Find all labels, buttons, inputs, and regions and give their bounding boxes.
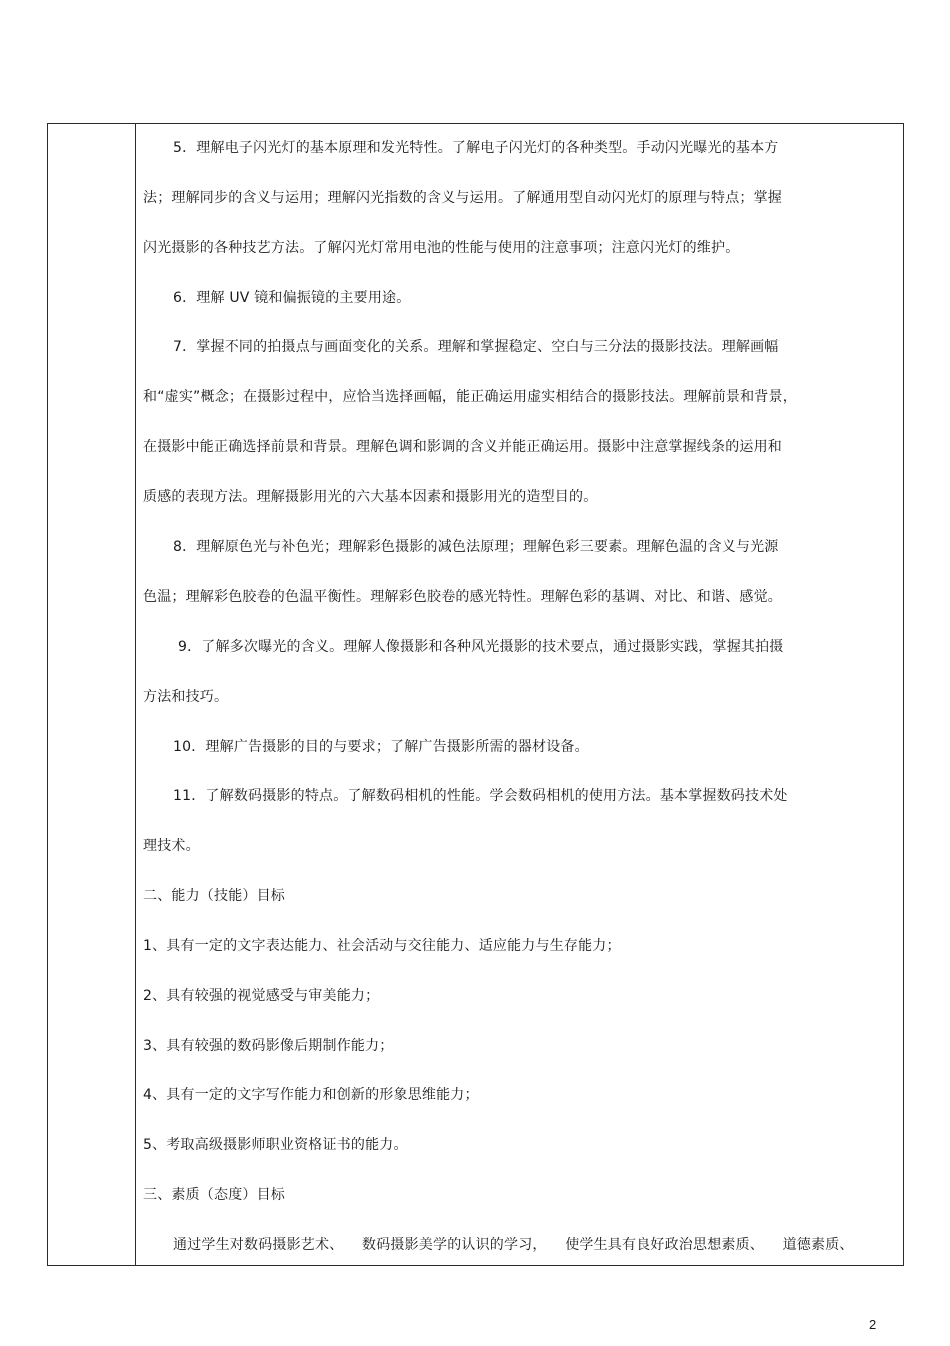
list-item: 3、具有较强的数码影像后期制作能力； [143,1038,394,1054]
paragraph-line: 8．理解原色光与补色光；理解彩色摄影的减色法原理；理解色彩三要素。理解色温的含义与光源 [173,539,779,555]
list-item: 4、具有一定的文字写作能力和创新的形象思维能力； [143,1087,479,1103]
paragraph-line: 质感的表现方法。理解摄影用光的六大基本因素和摄影用光的造型目的。 [143,489,598,505]
paragraph-line: 理技术。 [143,838,200,854]
paragraph-line: 通过学生对数码摄影艺术、 数码摄影美学的认识的学习， 使学生具有良好政治思想素质、 道德素质、 [173,1237,854,1253]
paragraph-line: 10．理解广告摄影的目的与要求；了解广告摄影所需的器材设备。 [173,739,589,755]
list-item: 2、具有较强的视觉感受与审美能力； [143,988,380,1004]
page-number: 2 [869,1317,877,1332]
paragraph-line: 色温；理解彩色胶卷的色温平衡性。理解彩色胶卷的感光特性。理解色彩的基调、对比、和谐、感觉。 [143,589,782,605]
paragraph-line: 闪光摄影的各种技艺方法。了解闪光灯常用电池的性能与使用的注意事项；注意闪光灯的维护。 [143,240,740,256]
table-right-cell [136,124,903,1265]
section-heading: 二、能力（技能）目标 [143,888,285,904]
table-left-cell [48,124,136,1265]
paragraph-line: 11．了解数码摄影的特点。了解数码相机的性能。学会数码相机的使用方法。基本掌握数码技术处 [173,788,788,804]
paragraph-line: 7．掌握不同的拍摄点与画面变化的关系。理解和掌握稳定、空白与三分法的摄影技法。理解画幅 [173,339,779,355]
paragraph-line: 6．理解 UV 镜和偏振镜的主要用途。 [173,290,411,306]
section-heading: 三、素质（态度）目标 [143,1187,285,1203]
list-item: 5、考取高级摄影师职业资格证书的能力。 [143,1137,408,1153]
list-item: 1、具有一定的文字表达能力、社会活动与交往能力、适应能力与生存能力； [143,938,621,954]
paragraph-line: 5．理解电子闪光灯的基本原理和发光特性。了解电子闪光灯的各种类型。手动闪光曝光的基本方 [173,140,779,156]
paragraph-line: 在摄影中能正确选择前景和背景。理解色调和影调的含义并能正确运用。摄影中注意掌握线条的运用和 [143,439,782,455]
paragraph-line: 和“虚实”概念；在摄影过程中，应恰当选择画幅，能正确运用虚实相结合的摄影技法。理解前景和背景， [143,389,797,405]
paragraph-line: 法；理解同步的含义与运用；理解闪光指数的含义与运用。了解通用型自动闪光灯的原理与特点；掌握 [143,190,782,206]
content-table [47,123,904,1266]
paragraph-line: 方法和技巧。 [143,689,229,705]
paragraph-line: 9．了解多次曝光的含义。理解人像摄影和各种风光摄影的技术要点，通过摄影实践，掌握其拍摄 [178,639,784,655]
